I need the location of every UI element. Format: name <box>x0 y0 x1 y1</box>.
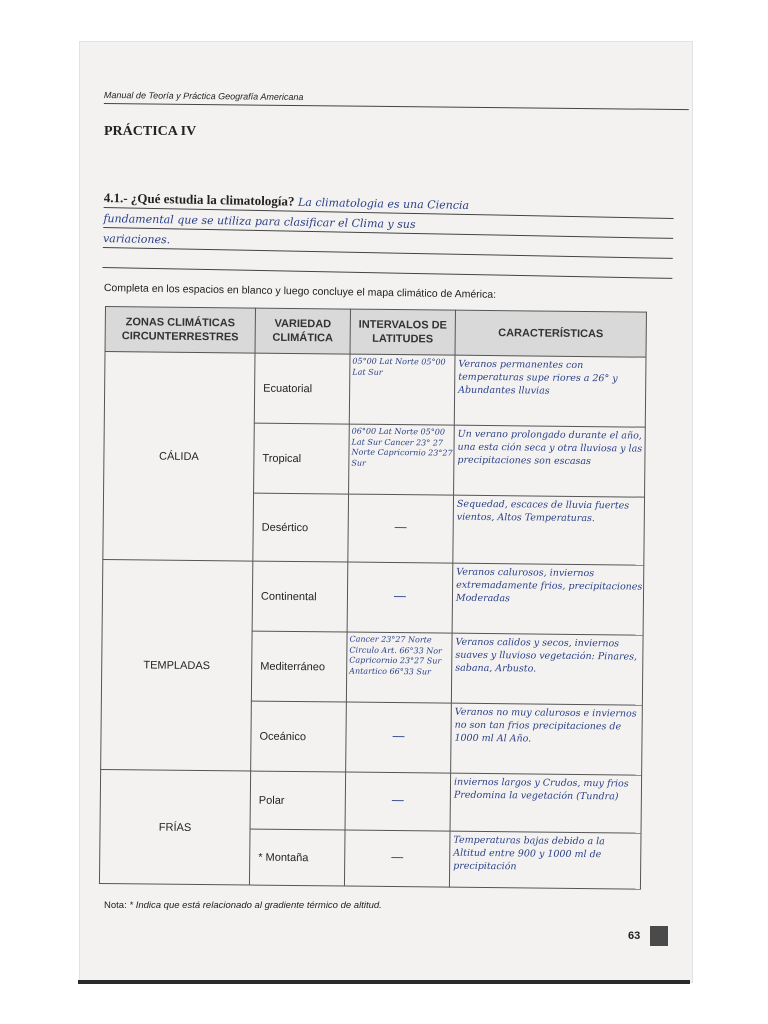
question-block <box>102 188 673 279</box>
handwritten-answer: La climatologia es una Ciencia <box>297 195 470 213</box>
table-row <box>102 559 644 635</box>
zone-calida: CÁLIDA <box>103 352 255 562</box>
features-cell: Veranos no muy calurosos e inviernos no son tan frios precipitaciones de 1000 ml Al Año. <box>451 703 643 775</box>
table-row <box>104 352 646 428</box>
latitude-cell: — <box>344 830 450 887</box>
latitude-cell: — <box>348 494 454 563</box>
features-cell: inviernos largos y Crudos, muy frios Predomina la vegetación (Tundra) <box>450 773 642 833</box>
variety-cell: * Montaña <box>249 829 345 886</box>
book-page <box>80 42 692 982</box>
features-cell: Veranos permanentes con temperaturas supe riores a 26° y Abundantes lluvias <box>454 355 646 427</box>
question-label: 4.1.- ¿Qué estudia la climatología? <box>103 189 295 209</box>
climate-table <box>99 306 647 890</box>
latitude-cell: — <box>345 772 451 831</box>
header-latitudes: INTERVALOS DE LATITUDES <box>350 309 455 355</box>
latitude-cell: Cancer 23°27 Norte Circulo Art. 66°33 Nor Capricornio 23°27 Sur Antartico 66°33 Sur <box>346 632 452 703</box>
footnote-text: * Indica que está relacionado al gradiente térmico de altitud. <box>129 900 382 911</box>
latitude-cell: — <box>347 562 453 633</box>
variety-cell: Mediterráneo <box>251 631 347 702</box>
scan-edge <box>78 980 690 984</box>
variety-cell: Desértico <box>253 493 349 562</box>
features-cell: Temperaturas bajas debido a la Altitud entre 900 y 1000 ml de precipitación <box>449 831 641 889</box>
variety-cell: Continental <box>252 561 348 632</box>
latitude-cell: 05°00 Lat Norte 05°00 Lat Sur <box>349 354 455 425</box>
zone-frias: FRÍAS <box>99 769 250 885</box>
footnote-prefix: Nota: <box>104 900 130 911</box>
table-header-row <box>105 307 646 358</box>
features-cell: Veranos calurosos, inviernos extremadamente frios, precipitaciones Moderadas <box>452 563 644 635</box>
variety-cell: Ecuatorial <box>254 353 350 424</box>
features-cell: Veranos calidos y secos, inviernos suaves y lluvioso vegetación: Pinares, sabana, Arbusto. <box>451 633 643 705</box>
variety-cell: Tropical <box>254 423 350 494</box>
header-zones: ZONAS CLIMÁTICAS CIRCUNTERRESTRES <box>105 307 255 354</box>
latitude-cell: — <box>346 702 452 773</box>
features-cell: Un verano prolongado durante el año, una esta ción seca y otra lluviosa y las precipitaciones son escasas <box>454 425 646 497</box>
page-marker <box>650 926 668 946</box>
running-header: Manual de Teoría y Práctica Geografía Americana <box>104 90 689 110</box>
page-number: 63 <box>628 930 641 942</box>
zone-templadas: TEMPLADAS <box>101 559 253 771</box>
handwritten-answer: variaciones. <box>102 231 171 247</box>
header-variety: VARIEDAD CLIMÁTICA <box>255 308 350 354</box>
instruction-text: Completa en los espacios en blanco y luego concluye el mapa climático de América: <box>103 282 497 301</box>
handwritten-answer: fundamental que se utiliza para clasificar el Clima y sus <box>103 211 416 231</box>
footnote <box>104 900 664 911</box>
practice-title: PRÁCTICA IV <box>104 124 197 139</box>
features-cell: Sequedad, escaces de lluvia fuertes vientos, Altos Temperaturas. <box>453 495 645 565</box>
table-row <box>100 769 642 833</box>
variety-cell: Polar <box>250 771 346 830</box>
variety-cell: Oceánico <box>251 701 347 772</box>
latitude-cell: 06°00 Lat Norte 05°00 Lat Sur Cancer 23° 27 Norte Capricornio 23°27 Sur <box>349 424 455 495</box>
header-features: CARACTERÍSTICAS <box>455 310 646 357</box>
